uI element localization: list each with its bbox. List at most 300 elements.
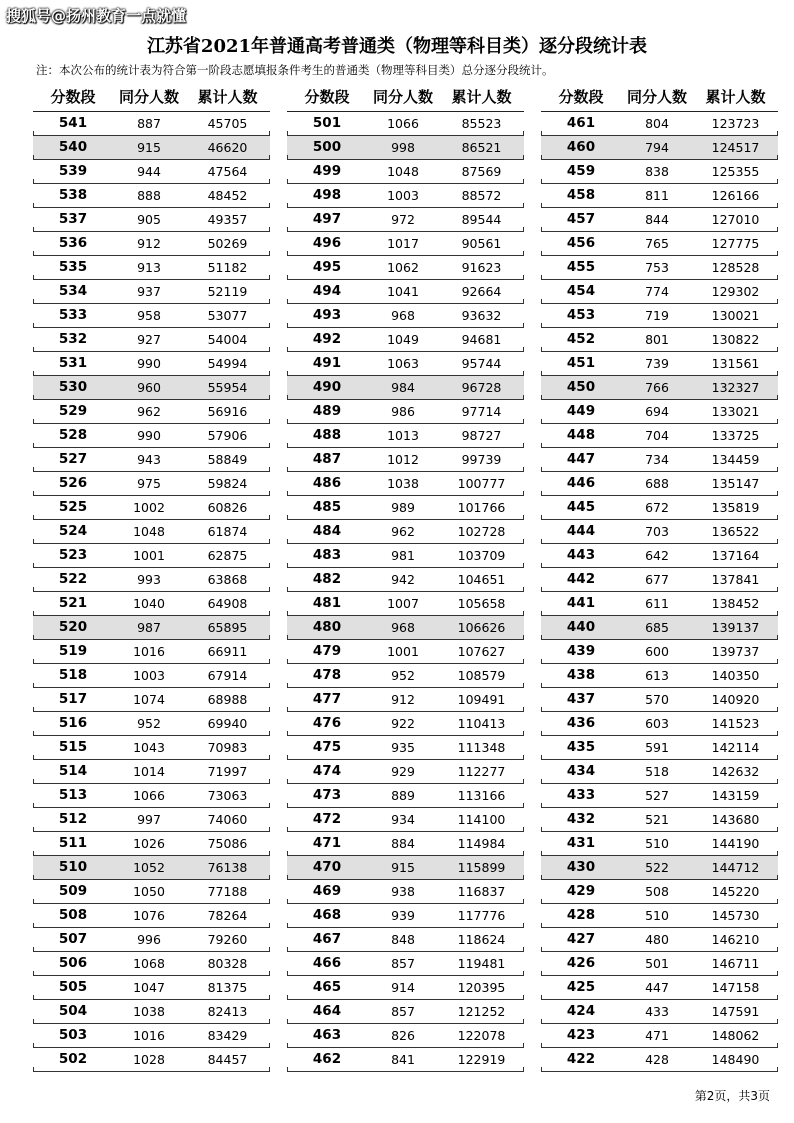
score-cell: 498 <box>312 187 342 203</box>
table-row <box>541 568 778 592</box>
table-row <box>287 712 524 736</box>
cumulative-cell: 134459 <box>711 452 760 467</box>
score-cell: 537 <box>58 211 88 227</box>
cumulative-cell: 114100 <box>457 812 506 827</box>
table-row <box>287 592 524 616</box>
score-cell: 450 <box>566 379 596 395</box>
cumulative-cell: 116837 <box>457 884 506 899</box>
table-row <box>33 760 270 784</box>
cumulative-cell: 55954 <box>207 380 248 395</box>
same-count-cell: 704 <box>645 428 669 443</box>
cumulative-cell: 71997 <box>207 764 248 779</box>
cumulative-cell: 137841 <box>711 572 760 587</box>
same-count-cell: 960 <box>137 380 161 395</box>
score-cell: 438 <box>566 667 596 683</box>
cumulative-cell: 91623 <box>461 260 502 275</box>
score-cell: 514 <box>58 763 88 779</box>
score-cell: 541 <box>58 115 88 131</box>
score-cell: 455 <box>566 259 596 275</box>
score-cell: 522 <box>58 571 88 587</box>
score-cell: 446 <box>566 475 596 491</box>
score-cell: 463 <box>312 1027 342 1043</box>
cumulative-cell: 131561 <box>711 356 760 371</box>
score-cell: 469 <box>312 883 342 899</box>
score-cell: 511 <box>58 835 88 851</box>
table-row <box>541 400 778 424</box>
score-cell: 492 <box>312 331 342 347</box>
same-count-cell: 1038 <box>133 1004 165 1019</box>
table-row <box>541 520 778 544</box>
score-cell: 528 <box>58 427 88 443</box>
same-count-cell: 1026 <box>133 836 165 851</box>
cumulative-cell: 121252 <box>457 1004 506 1019</box>
table-row <box>541 544 778 568</box>
same-count-cell: 1076 <box>133 908 165 923</box>
same-count-cell: 888 <box>137 188 161 203</box>
cumulative-cell: 62875 <box>207 548 248 563</box>
same-count-cell: 844 <box>645 212 669 227</box>
same-count-cell: 677 <box>645 572 669 587</box>
same-count-cell: 1016 <box>133 644 165 659</box>
same-count-cell: 811 <box>645 188 669 203</box>
table-row <box>541 880 778 904</box>
cumulative-cell: 128528 <box>711 260 760 275</box>
same-count-cell: 962 <box>391 524 415 539</box>
score-cell: 490 <box>312 379 342 395</box>
score-cell: 533 <box>58 307 88 323</box>
table-row <box>541 328 778 352</box>
table-row <box>541 472 778 496</box>
cumulative-cell: 94681 <box>461 332 502 347</box>
table-row <box>541 928 778 952</box>
table-row <box>541 856 778 880</box>
table-row <box>287 616 524 640</box>
header-cumulative: 累计人数 <box>451 88 512 106</box>
same-count-cell: 944 <box>137 164 161 179</box>
table-row <box>541 208 778 232</box>
table-row <box>287 952 524 976</box>
table-row <box>287 520 524 544</box>
same-count-cell: 838 <box>645 164 669 179</box>
same-count-cell: 1066 <box>387 116 419 131</box>
score-cell: 461 <box>566 115 596 131</box>
score-cell: 525 <box>58 499 88 515</box>
same-count-cell: 972 <box>391 212 415 227</box>
same-count-cell: 912 <box>391 692 415 707</box>
cumulative-cell: 63868 <box>207 572 248 587</box>
score-cell: 478 <box>312 667 342 683</box>
table-row <box>541 832 778 856</box>
same-count-cell: 1014 <box>133 764 165 779</box>
same-count-cell: 1043 <box>133 740 165 755</box>
table-row <box>33 664 270 688</box>
table-row <box>287 352 524 376</box>
same-count-cell: 1068 <box>133 956 165 971</box>
table-row <box>33 688 270 712</box>
same-count-cell: 984 <box>391 380 415 395</box>
score-cell: 521 <box>58 595 88 611</box>
same-count-cell: 968 <box>391 620 415 635</box>
score-cell: 504 <box>58 1003 88 1019</box>
cumulative-cell: 129302 <box>711 284 760 299</box>
score-cell: 516 <box>58 715 88 731</box>
same-count-cell: 1052 <box>133 860 165 875</box>
score-cell: 494 <box>312 283 342 299</box>
table-rows <box>287 111 524 1072</box>
same-count-cell: 1040 <box>133 596 165 611</box>
cumulative-cell: 127010 <box>711 212 760 227</box>
table-row <box>541 280 778 304</box>
same-count-cell: 1002 <box>133 500 165 515</box>
cumulative-cell: 75086 <box>207 836 248 851</box>
same-count-cell: 1049 <box>387 332 419 347</box>
same-count-cell: 1028 <box>133 1052 165 1067</box>
same-count-cell: 521 <box>645 812 669 827</box>
cumulative-cell: 96728 <box>461 380 502 395</box>
table-row <box>33 112 270 136</box>
same-count-cell: 841 <box>391 1052 415 1067</box>
table-row <box>287 328 524 352</box>
table-row <box>541 616 778 640</box>
same-count-cell: 1012 <box>387 452 419 467</box>
score-cell: 474 <box>312 763 342 779</box>
table-row <box>541 688 778 712</box>
same-count-cell: 937 <box>137 284 161 299</box>
table-row <box>287 856 524 880</box>
table-row <box>33 616 270 640</box>
table-row <box>541 352 778 376</box>
score-cell: 454 <box>566 283 596 299</box>
same-count-cell: 997 <box>137 812 161 827</box>
score-cell: 480 <box>312 619 342 635</box>
score-cell: 518 <box>58 667 88 683</box>
table-row <box>541 952 778 976</box>
table-row <box>33 784 270 808</box>
cumulative-cell: 112277 <box>457 764 506 779</box>
table-row <box>541 640 778 664</box>
score-cell: 497 <box>312 211 342 227</box>
same-count-cell: 996 <box>137 932 161 947</box>
table-row <box>287 136 524 160</box>
score-cell: 513 <box>58 787 88 803</box>
cumulative-cell: 109491 <box>457 692 506 707</box>
same-count-cell: 986 <box>391 404 415 419</box>
cumulative-cell: 146210 <box>711 932 760 947</box>
table-row <box>541 1048 778 1072</box>
table-row <box>541 496 778 520</box>
table-rows <box>541 111 778 1072</box>
cumulative-cell: 107627 <box>457 644 506 659</box>
table-row <box>287 688 524 712</box>
cumulative-cell: 58849 <box>207 452 248 467</box>
cumulative-cell: 147591 <box>711 1004 760 1019</box>
same-count-cell: 703 <box>645 524 669 539</box>
same-count-cell: 694 <box>645 404 669 419</box>
table-row <box>287 568 524 592</box>
score-cell: 431 <box>566 835 596 851</box>
cumulative-cell: 122919 <box>457 1052 506 1067</box>
table-row <box>33 520 270 544</box>
score-cell: 451 <box>566 355 596 371</box>
cumulative-cell: 87569 <box>461 164 502 179</box>
cumulative-cell: 99739 <box>461 452 502 467</box>
table-row <box>287 424 524 448</box>
score-cell: 443 <box>566 547 596 563</box>
table-row <box>287 304 524 328</box>
same-count-cell: 591 <box>645 740 669 755</box>
table-row <box>287 112 524 136</box>
score-cell: 506 <box>58 955 88 971</box>
same-count-cell: 1001 <box>387 644 419 659</box>
cumulative-cell: 70983 <box>207 740 248 755</box>
score-cell: 486 <box>312 475 342 491</box>
score-column-1 <box>33 83 270 1072</box>
table-row <box>287 400 524 424</box>
cumulative-cell: 76138 <box>207 860 248 875</box>
same-count-cell: 993 <box>137 572 161 587</box>
same-count-cell: 915 <box>391 860 415 875</box>
score-cell: 445 <box>566 499 596 515</box>
cumulative-cell: 143680 <box>711 812 760 827</box>
table-row <box>33 736 270 760</box>
same-count-cell: 510 <box>645 836 669 851</box>
same-count-cell: 912 <box>137 236 161 251</box>
table-row <box>287 976 524 1000</box>
same-count-cell: 433 <box>645 1004 669 1019</box>
table-row <box>33 952 270 976</box>
score-cell: 441 <box>566 595 596 611</box>
same-count-cell: 1016 <box>133 1028 165 1043</box>
cumulative-cell: 117776 <box>457 908 506 923</box>
score-cell: 444 <box>566 523 596 539</box>
score-cell: 539 <box>58 163 88 179</box>
table-row <box>541 760 778 784</box>
score-cell: 466 <box>312 955 342 971</box>
cumulative-cell: 74060 <box>207 812 248 827</box>
cumulative-cell: 104651 <box>457 572 506 587</box>
cumulative-cell: 111348 <box>457 740 506 755</box>
cumulative-cell: 106626 <box>457 620 506 635</box>
score-cell: 439 <box>566 643 596 659</box>
table-row <box>541 976 778 1000</box>
header-cumulative: 累计人数 <box>705 88 766 106</box>
same-count-cell: 570 <box>645 692 669 707</box>
header-score: 分数段 <box>304 88 350 106</box>
same-count-cell: 480 <box>645 932 669 947</box>
cumulative-cell: 78264 <box>207 908 248 923</box>
table-row <box>541 1000 778 1024</box>
table-row <box>33 400 270 424</box>
score-cell: 508 <box>58 907 88 923</box>
score-cell: 425 <box>566 979 596 995</box>
same-count-cell: 929 <box>391 764 415 779</box>
score-cell: 538 <box>58 187 88 203</box>
cumulative-cell: 102728 <box>457 524 506 539</box>
table-row <box>287 376 524 400</box>
score-cell: 488 <box>312 427 342 443</box>
table-row <box>541 232 778 256</box>
table-row <box>33 904 270 928</box>
cumulative-cell: 65895 <box>207 620 248 635</box>
cumulative-cell: 81375 <box>207 980 248 995</box>
cumulative-cell: 59824 <box>207 476 248 491</box>
same-count-cell: 857 <box>391 1004 415 1019</box>
same-count-cell: 975 <box>137 476 161 491</box>
table-row <box>33 712 270 736</box>
table-row <box>33 856 270 880</box>
cumulative-cell: 137164 <box>711 548 760 563</box>
table-rows <box>33 111 270 1072</box>
table-row <box>287 832 524 856</box>
score-cell: 536 <box>58 235 88 251</box>
cumulative-cell: 51182 <box>207 260 248 275</box>
table-row <box>541 712 778 736</box>
score-cell: 448 <box>566 427 596 443</box>
table-row <box>541 160 778 184</box>
table-row <box>33 424 270 448</box>
header-same-count: 同分人数 <box>626 88 687 106</box>
same-count-cell: 989 <box>391 500 415 515</box>
table-row <box>541 184 778 208</box>
column-header <box>287 83 524 111</box>
cumulative-cell: 138452 <box>711 596 760 611</box>
score-cell: 503 <box>58 1027 88 1043</box>
score-cell: 437 <box>566 691 596 707</box>
table-row <box>33 1000 270 1024</box>
score-cell: 477 <box>312 691 342 707</box>
score-cell: 479 <box>312 643 342 659</box>
cumulative-cell: 126166 <box>711 188 760 203</box>
same-count-cell: 939 <box>391 908 415 923</box>
table-row <box>33 928 270 952</box>
same-count-cell: 522 <box>645 860 669 875</box>
cumulative-cell: 124517 <box>711 140 760 155</box>
table-row <box>287 472 524 496</box>
score-cell: 460 <box>566 139 596 155</box>
cumulative-cell: 110413 <box>457 716 506 731</box>
cumulative-cell: 130021 <box>711 308 760 323</box>
same-count-cell: 922 <box>391 716 415 731</box>
cumulative-cell: 135819 <box>711 500 760 515</box>
score-cell: 462 <box>312 1051 342 1067</box>
score-cell: 465 <box>312 979 342 995</box>
same-count-cell: 1003 <box>133 668 165 683</box>
score-cell: 501 <box>312 115 342 131</box>
same-count-cell: 1041 <box>387 284 419 299</box>
cumulative-cell: 97714 <box>461 404 502 419</box>
table-row <box>33 808 270 832</box>
table-row <box>33 232 270 256</box>
table-row <box>33 832 270 856</box>
table-row <box>287 160 524 184</box>
score-cell: 509 <box>58 883 88 899</box>
table-row <box>33 136 270 160</box>
same-count-cell: 938 <box>391 884 415 899</box>
same-count-cell: 952 <box>391 668 415 683</box>
cumulative-cell: 61874 <box>207 524 248 539</box>
score-cell: 426 <box>566 955 596 971</box>
table-row <box>33 256 270 280</box>
score-cell: 495 <box>312 259 342 275</box>
score-cell: 457 <box>566 211 596 227</box>
same-count-cell: 753 <box>645 260 669 275</box>
score-cell: 442 <box>566 571 596 587</box>
same-count-cell: 739 <box>645 356 669 371</box>
cumulative-cell: 57906 <box>207 428 248 443</box>
same-count-cell: 1066 <box>133 788 165 803</box>
cumulative-cell: 56916 <box>207 404 248 419</box>
score-cell: 452 <box>566 331 596 347</box>
table-row <box>33 376 270 400</box>
same-count-cell: 428 <box>645 1052 669 1067</box>
same-count-cell: 1047 <box>133 980 165 995</box>
table-row <box>287 1000 524 1024</box>
cumulative-cell: 133725 <box>711 428 760 443</box>
same-count-cell: 600 <box>645 644 669 659</box>
table-row <box>287 256 524 280</box>
score-cell: 493 <box>312 307 342 323</box>
same-count-cell: 508 <box>645 884 669 899</box>
table-row <box>33 1024 270 1048</box>
table-row <box>33 472 270 496</box>
score-cell: 526 <box>58 475 88 491</box>
cumulative-cell: 48452 <box>207 188 248 203</box>
table-row <box>287 1024 524 1048</box>
table-row <box>287 184 524 208</box>
same-count-cell: 1048 <box>133 524 165 539</box>
table-row <box>33 496 270 520</box>
score-cell: 540 <box>58 139 88 155</box>
table-row <box>33 544 270 568</box>
score-cell: 434 <box>566 763 596 779</box>
score-cell: 453 <box>566 307 596 323</box>
score-cell: 475 <box>312 739 342 755</box>
table-row <box>287 208 524 232</box>
header-score: 分数段 <box>558 88 604 106</box>
same-count-cell: 774 <box>645 284 669 299</box>
table-row <box>541 784 778 808</box>
cumulative-cell: 105658 <box>457 596 506 611</box>
column-header <box>33 83 270 111</box>
same-count-cell: 981 <box>391 548 415 563</box>
score-cell: 485 <box>312 499 342 515</box>
score-cell: 422 <box>566 1051 596 1067</box>
header-same-count: 同分人数 <box>118 88 179 106</box>
score-cell: 531 <box>58 355 88 371</box>
score-cell: 470 <box>312 859 342 875</box>
same-count-cell: 1038 <box>387 476 419 491</box>
same-count-cell: 642 <box>645 548 669 563</box>
table-row <box>287 784 524 808</box>
score-cell: 534 <box>58 283 88 299</box>
table-row <box>287 496 524 520</box>
cumulative-cell: 123723 <box>711 116 760 131</box>
cumulative-cell: 46620 <box>207 140 248 155</box>
column-header <box>541 83 778 111</box>
score-cell: 527 <box>58 451 88 467</box>
cumulative-cell: 144712 <box>711 860 760 875</box>
cumulative-cell: 93632 <box>461 308 502 323</box>
table-row <box>541 1024 778 1048</box>
cumulative-cell: 119481 <box>457 956 506 971</box>
score-cell: 467 <box>312 931 342 947</box>
table-row <box>541 904 778 928</box>
same-count-cell: 826 <box>391 1028 415 1043</box>
score-cell: 427 <box>566 931 596 947</box>
cumulative-cell: 73063 <box>207 788 248 803</box>
header-same-count: 同分人数 <box>372 88 433 106</box>
score-cell: 535 <box>58 259 88 275</box>
